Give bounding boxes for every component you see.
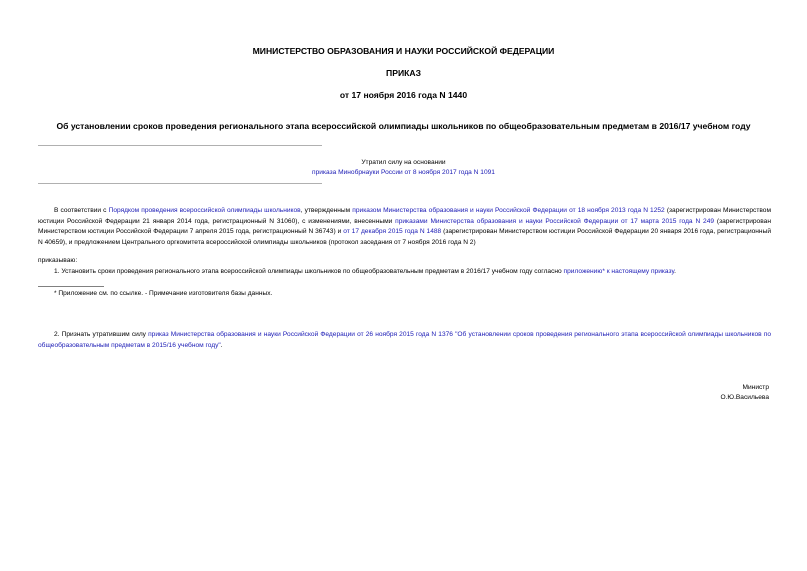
footnote: * Приложение см. по ссылке. - Примечание изготовителя базы данных.: [54, 290, 273, 297]
signature-position: Министр: [742, 384, 769, 391]
ministry-heading: МИНИСТЕРСТВО ОБРАЗОВАНИЯ И НАУКИ РОССИЙСКОЙ ФЕДЕРАЦИИ: [252, 46, 555, 56]
status-link[interactable]: приказа Минобрнауки России от 8 ноября 2017 года N 1091: [312, 169, 495, 176]
document-title: Об установлении сроков проведения регионального этапа всероссийской олимпиады школьников по общеобразовательным предметам в 2016/17 учебном году: [56, 121, 751, 131]
item-1-text: 1. Установить сроки проведения регионального этапа всероссийской олимпиады школьников по общеобразовательным предметам в 2016/17 учебном году согласно: [54, 268, 564, 275]
item-1: [38, 267, 771, 278]
appendix-link[interactable]: приложению* к настоящему приказу: [563, 268, 675, 275]
item-1-end: .: [674, 268, 676, 275]
procedure-link[interactable]: Порядком проведения всероссийской олимпиады школьников: [108, 207, 301, 214]
preamble-text-2: , утвержденным: [300, 207, 353, 214]
divider-bottom: [38, 183, 322, 184]
doc-type-heading: ПРИКАЗ: [386, 68, 421, 78]
order-word: приказываю:: [38, 257, 78, 264]
order-249-link[interactable]: приказами Министерства образования и науки Российской Федерации от 17 марта 2015 года N 249: [395, 217, 715, 225]
preamble-text-1: В соответствии с: [54, 207, 109, 214]
preamble-text-4: (зарегистрирован Министерством юстиции Российской Федерации 7 апреля 2015 года, регистрационный N 36743) и: [38, 217, 771, 236]
order-1252-link[interactable]: приказом Министерства образования и науки Российской Федерации от 18 ноября 2013 года N 1252: [352, 207, 665, 214]
order-1488-link[interactable]: от 17 декабря 2015 года N 1488: [343, 228, 442, 236]
preamble-text-5: (зарегистрирован Министерством юстиции Российской Федерации 20 января 2016 года, регистрационный N 40659), и предложением Центрального оргкомитета всероссийской олимпиады школьников (протокол заседания от 7 ноября 2016 года N 2): [38, 228, 771, 246]
item-2-end: .: [220, 341, 223, 349]
item-2: [38, 330, 771, 351]
footnote-divider: [38, 286, 104, 287]
preamble-text-3: (зарегистрирован Министерством юстиции Российской Федерации 21 января 2014 года, регистрационный N 31060), с изменениями, внесенными: [38, 207, 771, 225]
divider-top: [38, 145, 322, 146]
date-number-heading: от 17 ноября 2016 года N 1440: [339, 90, 468, 100]
item-2-text: 2. Признать утратившим силу: [54, 331, 149, 338]
preamble-paragraph: [38, 206, 771, 248]
signature-name: О.Ю.Васильева: [720, 394, 769, 401]
order-1376-link[interactable]: приказ Министерства образования и науки Российской Федерации от 26 ноября 2015 года N 1376 "Об установлении сроков проведения регионального этапа всероссийской олимпиады школьников по общеобразовательным предметам в 2015/16 учебном году": [38, 331, 771, 349]
status-note: Утратил силу на основании: [361, 159, 446, 166]
